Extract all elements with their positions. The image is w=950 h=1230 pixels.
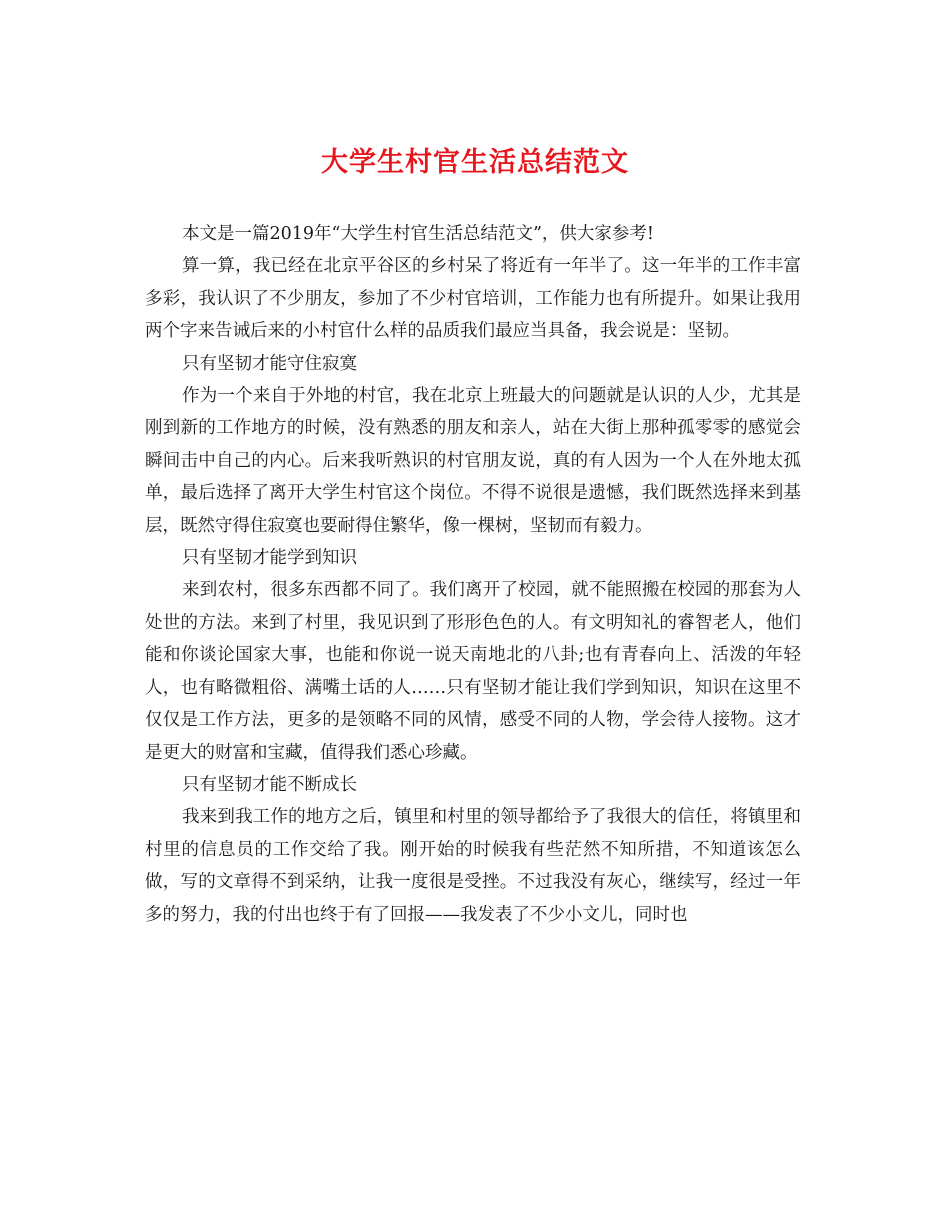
growth-paragraph: 我来到我工作的地方之后，镇里和村里的领导都给予了我很大的信任，将镇里和村里的信息员的工作交给了我。刚开始的时候我有些茫然不知所措，不知道该怎么做，写的文章得不到采纳，让我一度很是受挫。不过我没有灰心，继续写，经过一年多的努力，我的付出也终于有了回报——我发表了不少小文儿，同时也 [145, 807, 801, 925]
document-title: 大学生村官生活总结范文 [321, 147, 629, 178]
opening-paragraph: 算一算，我已经在北京平谷区的乡村呆了将近有一年半了。这一年半的工作丰富多彩，我认识了不少朋友，参加了不少村官培训，工作能力也有所提升。如果让我用两个字来告诫后来的小村官什么样的品质我们最应当具备，我会说是：坚韧。 [145, 256, 801, 342]
loneliness-paragraph: 作为一个来自于外地的村官，我在北京上班最大的问题就是认识的人少，尤其是刚到新的工作地方的时候，没有熟悉的朋友和亲人，站在大街上那种孤零零的感觉会瞬间击中自己的内心。后来我听熟识的村官朋友说，真的有人因为一个人在外地太孤单，最后选择了离开大学生村官这个岗位。不得不说很是遗憾，我们既然选择来到基层，既然守得住寂寞也要耐得住繁华，像一棵树，坚韧而有毅力。 [145, 386, 801, 536]
document-body [145, 218, 801, 931]
section-heading-knowledge: 只有坚韧才能学到知识 [182, 548, 357, 569]
section-heading-loneliness: 只有坚韧才能守住寂寞 [182, 353, 357, 374]
section-heading-growth: 只有坚韧才能不断成长 [182, 774, 357, 795]
knowledge-paragraph: 来到农村，很多东西都不同了。我们离开了校园，就不能照搬在校园的那套为人处世的方法。来到了村里，我见识到了形形色色的人。有文明知礼的睿智老人，他们能和你谈论国家大事，也能和你说一说天南地北的八卦;也有青春向上、活泼的年轻人，也有略微粗俗、满嘴土话的人……只有坚韧才能让我们学到知识，知识在这里不仅仅是工作方法，更多的是领略不同的风情，感受不同的人物，学会待人接物。这才是更大的财富和宝藏，值得我们悉心珍藏。 [145, 580, 801, 763]
intro-paragraph: 本文是一篇2019年“大学生村官生活总结范文”，供大家参考! [182, 224, 654, 244]
